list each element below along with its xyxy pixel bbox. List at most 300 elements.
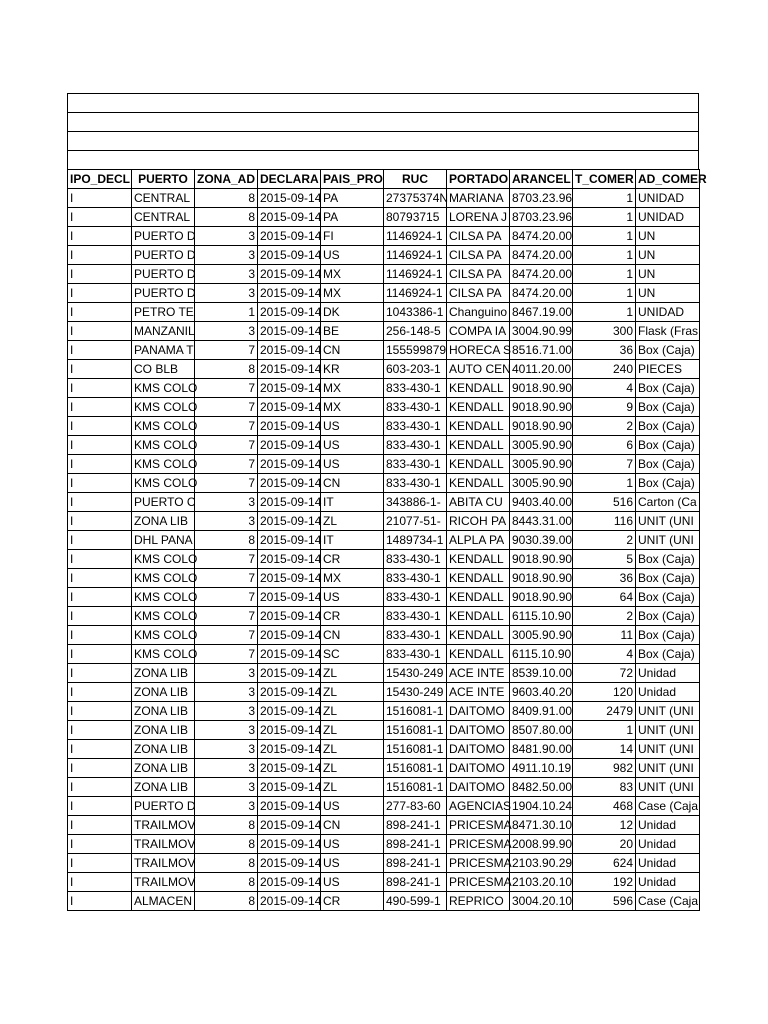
table-cell[interactable]: I [68, 493, 132, 512]
table-cell[interactable]: 4011.20.00 [510, 360, 573, 379]
table-cell[interactable]: CN [321, 626, 384, 645]
table-cell[interactable]: 2015-09-14 [258, 265, 321, 284]
table-cell[interactable]: 21077-51- [384, 512, 447, 531]
table-cell[interactable]: TRAILMOV [132, 854, 195, 873]
table-cell[interactable]: 3 [195, 797, 258, 816]
table-cell[interactable]: MANZANIL [132, 322, 195, 341]
table-cell[interactable]: 4 [573, 379, 636, 398]
table-cell[interactable]: 7 [195, 569, 258, 588]
table-cell[interactable]: 240 [573, 360, 636, 379]
table-cell[interactable]: HORECA S [447, 341, 510, 360]
column-header[interactable]: AD_COMER [636, 170, 700, 189]
table-cell[interactable]: 2015-09-14 [258, 341, 321, 360]
table-cell[interactable]: KENDALL [447, 436, 510, 455]
table-cell[interactable]: ACE INTE [447, 664, 510, 683]
table-cell[interactable]: 1 [573, 246, 636, 265]
table-cell[interactable]: ZL [321, 778, 384, 797]
table-cell[interactable]: ZL [321, 683, 384, 702]
table-cell[interactable]: 833-430-1 [384, 607, 447, 626]
table-cell[interactable]: MX [321, 265, 384, 284]
table-cell[interactable]: CILSA PA [447, 284, 510, 303]
table-cell[interactable]: 3 [195, 778, 258, 797]
table-cell[interactable]: ZL [321, 740, 384, 759]
table-cell[interactable]: 2015-09-14 [258, 531, 321, 550]
table-cell[interactable]: 833-430-1 [384, 436, 447, 455]
table-cell[interactable]: US [321, 436, 384, 455]
table-cell[interactable]: 468 [573, 797, 636, 816]
table-cell[interactable]: KENDALL [447, 550, 510, 569]
table-cell[interactable]: 2015-09-14 [258, 588, 321, 607]
table-cell[interactable]: 898-241-1 [384, 873, 447, 892]
table-cell[interactable]: 833-430-1 [384, 379, 447, 398]
table-cell[interactable]: Unidad [636, 683, 700, 702]
table-cell[interactable]: 36 [573, 569, 636, 588]
table-cell[interactable]: I [68, 227, 132, 246]
column-header[interactable]: ZONA_AD [195, 170, 258, 189]
table-cell[interactable]: DHL PANA [132, 531, 195, 550]
table-cell[interactable]: I [68, 303, 132, 322]
table-cell[interactable]: DAITOMO [447, 721, 510, 740]
table-cell[interactable]: 3005.90.90 [510, 474, 573, 493]
table-cell[interactable]: 1 [573, 265, 636, 284]
table-cell[interactable]: 2015-09-14 [258, 550, 321, 569]
table-cell[interactable]: 833-430-1 [384, 417, 447, 436]
table-cell[interactable]: Unidad [636, 664, 700, 683]
table-cell[interactable]: PIECES [636, 360, 700, 379]
table-cell[interactable]: 6115.10.90 [510, 645, 573, 664]
table-cell[interactable]: I [68, 721, 132, 740]
table-cell[interactable]: CN [321, 816, 384, 835]
table-cell[interactable]: 6115.10.90 [510, 607, 573, 626]
table-cell[interactable]: Box (Caja) [636, 550, 700, 569]
table-cell[interactable]: UN [636, 284, 700, 303]
table-cell[interactable]: 2015-09-14 [258, 797, 321, 816]
table-cell[interactable]: 8516.71.00 [510, 341, 573, 360]
table-cell[interactable]: Box (Caja) [636, 417, 700, 436]
table-cell[interactable]: I [68, 797, 132, 816]
table-cell[interactable]: I [68, 740, 132, 759]
table-cell[interactable]: 3 [195, 246, 258, 265]
table-cell[interactable]: 2015-09-14 [258, 740, 321, 759]
table-cell[interactable]: PUERTO D [132, 227, 195, 246]
table-cell[interactable]: KMS COLO [132, 550, 195, 569]
table-cell[interactable]: I [68, 284, 132, 303]
table-cell[interactable]: 8 [195, 835, 258, 854]
table-cell[interactable]: ZL [321, 721, 384, 740]
table-cell[interactable]: CR [321, 550, 384, 569]
table-cell[interactable]: Box (Caja) [636, 474, 700, 493]
table-cell[interactable]: UNIT (UNI [636, 740, 700, 759]
table-cell[interactable]: 8474.20.00 [510, 227, 573, 246]
table-cell[interactable]: 2015-09-14 [258, 303, 321, 322]
table-cell[interactable]: Unidad [636, 873, 700, 892]
table-cell[interactable]: AGENCIAS [447, 797, 510, 816]
table-cell[interactable]: PUERTO D [132, 246, 195, 265]
table-cell[interactable]: 8 [195, 531, 258, 550]
table-cell[interactable]: ZONA LIB [132, 778, 195, 797]
table-cell[interactable]: FI [321, 227, 384, 246]
table-cell[interactable]: 12 [573, 816, 636, 835]
table-cell[interactable]: 8474.20.00 [510, 246, 573, 265]
table-cell[interactable]: KMS COLO [132, 455, 195, 474]
table-cell[interactable]: ZONA LIB [132, 664, 195, 683]
table-cell[interactable]: I [68, 189, 132, 208]
table-cell[interactable]: I [68, 626, 132, 645]
table-cell[interactable]: 833-430-1 [384, 645, 447, 664]
table-cell[interactable]: 1516081-1 [384, 778, 447, 797]
table-cell[interactable]: I [68, 645, 132, 664]
table-cell[interactable]: KENDALL [447, 455, 510, 474]
table-cell[interactable]: LORENA J [447, 208, 510, 227]
table-cell[interactable]: ZONA LIB [132, 759, 195, 778]
table-cell[interactable]: 3 [195, 227, 258, 246]
table-cell[interactable]: I [68, 854, 132, 873]
table-cell[interactable]: KENDALL [447, 569, 510, 588]
table-cell[interactable]: MX [321, 569, 384, 588]
column-header[interactable]: T_COMER [573, 170, 636, 189]
table-cell[interactable]: 1 [195, 303, 258, 322]
table-cell[interactable]: 1489734-1 [384, 531, 447, 550]
table-cell[interactable]: I [68, 607, 132, 626]
table-cell[interactable]: 833-430-1 [384, 569, 447, 588]
table-cell[interactable]: 2015-09-14 [258, 664, 321, 683]
table-cell[interactable]: KMS COLO [132, 379, 195, 398]
table-cell[interactable]: PUERTO D [132, 284, 195, 303]
table-cell[interactable]: 4 [573, 645, 636, 664]
table-cell[interactable]: 2015-09-14 [258, 721, 321, 740]
table-cell[interactable]: IT [321, 493, 384, 512]
table-cell[interactable]: I [68, 265, 132, 284]
table-cell[interactable]: 6 [573, 436, 636, 455]
table-cell[interactable]: 7 [195, 379, 258, 398]
table-cell[interactable]: 3 [195, 721, 258, 740]
table-cell[interactable]: Box (Caja) [636, 588, 700, 607]
table-cell[interactable]: Box (Caja) [636, 455, 700, 474]
table-cell[interactable]: ZONA LIB [132, 683, 195, 702]
table-cell[interactable]: 8703.23.96 [510, 208, 573, 227]
table-cell[interactable]: 2015-09-14 [258, 873, 321, 892]
table-cell[interactable]: 8 [195, 873, 258, 892]
table-cell[interactable]: 2015-09-14 [258, 398, 321, 417]
table-cell[interactable]: 8443.31.00 [510, 512, 573, 531]
table-cell[interactable]: ZL [321, 512, 384, 531]
table-cell[interactable]: 7 [195, 455, 258, 474]
table-cell[interactable]: KMS COLO [132, 607, 195, 626]
table-cell[interactable]: KMS COLO [132, 398, 195, 417]
table-cell[interactable]: KENDALL [447, 626, 510, 645]
table-cell[interactable]: 8 [195, 360, 258, 379]
table-cell[interactable]: Box (Caja) [636, 436, 700, 455]
table-cell[interactable]: 9018.90.90 [510, 569, 573, 588]
table-cell[interactable]: US [321, 417, 384, 436]
table-cell[interactable]: 2 [573, 417, 636, 436]
table-cell[interactable]: 2015-09-14 [258, 455, 321, 474]
table-cell[interactable]: 1146924-1 [384, 227, 447, 246]
table-cell[interactable]: 7 [195, 626, 258, 645]
table-cell[interactable]: US [321, 873, 384, 892]
table-cell[interactable]: CO BLB [132, 360, 195, 379]
table-cell[interactable]: US [321, 854, 384, 873]
table-cell[interactable]: UN [636, 227, 700, 246]
table-cell[interactable]: 1516081-1 [384, 759, 447, 778]
table-cell[interactable]: Case (Caja [636, 797, 700, 816]
table-cell[interactable]: 898-241-1 [384, 835, 447, 854]
table-cell[interactable]: KENDALL [447, 474, 510, 493]
table-cell[interactable]: KR [321, 360, 384, 379]
table-cell[interactable]: Box (Caja) [636, 569, 700, 588]
table-cell[interactable]: Unidad [636, 835, 700, 854]
table-cell[interactable]: 7 [195, 474, 258, 493]
table-cell[interactable]: 8 [195, 816, 258, 835]
table-cell[interactable]: 9603.40.20 [510, 683, 573, 702]
table-cell[interactable]: 1 [573, 284, 636, 303]
table-cell[interactable]: CR [321, 892, 384, 911]
table-cell[interactable]: I [68, 569, 132, 588]
table-cell[interactable]: KMS COLO [132, 417, 195, 436]
table-cell[interactable]: 1904.10.24 [510, 797, 573, 816]
table-cell[interactable]: I [68, 512, 132, 531]
table-cell[interactable]: 3005.90.90 [510, 626, 573, 645]
table-cell[interactable]: 20 [573, 835, 636, 854]
table-cell[interactable]: 1 [573, 721, 636, 740]
table-cell[interactable]: 3 [195, 683, 258, 702]
table-cell[interactable]: Box (Caja) [636, 607, 700, 626]
table-cell[interactable]: UNIT (UNI [636, 778, 700, 797]
table-cell[interactable]: 7 [195, 398, 258, 417]
table-cell[interactable]: 1146924-1 [384, 246, 447, 265]
table-cell[interactable]: 2015-09-14 [258, 227, 321, 246]
table-cell[interactable]: 9 [573, 398, 636, 417]
table-cell[interactable]: KENDALL [447, 417, 510, 436]
table-cell[interactable]: UNIDAD [636, 303, 700, 322]
table-cell[interactable]: 1146924-1 [384, 284, 447, 303]
table-cell[interactable]: I [68, 341, 132, 360]
table-cell[interactable]: I [68, 398, 132, 417]
table-cell[interactable]: 3005.90.90 [510, 455, 573, 474]
table-cell[interactable]: I [68, 436, 132, 455]
table-cell[interactable]: Box (Caja) [636, 645, 700, 664]
table-cell[interactable]: 5 [573, 550, 636, 569]
table-cell[interactable]: 624 [573, 854, 636, 873]
table-cell[interactable]: 8 [195, 892, 258, 911]
table-cell[interactable]: ZONA LIB [132, 740, 195, 759]
table-cell[interactable]: COMPA IA [447, 322, 510, 341]
table-cell[interactable]: PUERTO D [132, 797, 195, 816]
table-cell[interactable]: 490-599-1 [384, 892, 447, 911]
table-cell[interactable]: 9030.39.00 [510, 531, 573, 550]
table-cell[interactable]: 7 [195, 550, 258, 569]
table-cell[interactable]: 256-148-5 [384, 322, 447, 341]
table-cell[interactable]: 9018.90.90 [510, 398, 573, 417]
table-cell[interactable]: Carton (Ca [636, 493, 700, 512]
table-cell[interactable]: I [68, 208, 132, 227]
column-header[interactable]: PAIS_PRO [321, 170, 384, 189]
table-cell[interactable]: 8539.10.00 [510, 664, 573, 683]
table-cell[interactable]: 833-430-1 [384, 626, 447, 645]
table-cell[interactable]: UNIDAD [636, 189, 700, 208]
table-cell[interactable]: 14 [573, 740, 636, 759]
table-cell[interactable]: US [321, 455, 384, 474]
column-header[interactable]: DECLARA [258, 170, 321, 189]
table-cell[interactable]: 7 [573, 455, 636, 474]
table-cell[interactable]: CN [321, 341, 384, 360]
table-cell[interactable]: KMS COLO [132, 626, 195, 645]
table-cell[interactable]: ACE INTE [447, 683, 510, 702]
table-cell[interactable]: 3 [195, 759, 258, 778]
table-cell[interactable]: 2 [573, 607, 636, 626]
table-cell[interactable]: TRAILMOV [132, 873, 195, 892]
table-cell[interactable]: 192 [573, 873, 636, 892]
table-cell[interactable]: KENDALL [447, 398, 510, 417]
table-cell[interactable]: CILSA PA [447, 227, 510, 246]
table-cell[interactable]: US [321, 246, 384, 265]
table-cell[interactable]: KMS COLO [132, 474, 195, 493]
table-cell[interactable]: 833-430-1 [384, 588, 447, 607]
table-cell[interactable]: UNIT (UNI [636, 702, 700, 721]
table-cell[interactable]: KENDALL [447, 379, 510, 398]
table-cell[interactable]: 2015-09-14 [258, 854, 321, 873]
table-cell[interactable]: 2479 [573, 702, 636, 721]
table-cell[interactable]: TRAILMOV [132, 835, 195, 854]
table-cell[interactable]: 2015-09-14 [258, 417, 321, 436]
table-cell[interactable]: 2015-09-14 [258, 284, 321, 303]
table-cell[interactable]: 300 [573, 322, 636, 341]
table-cell[interactable]: 64 [573, 588, 636, 607]
table-cell[interactable]: ZL [321, 702, 384, 721]
table-cell[interactable]: I [68, 322, 132, 341]
table-cell[interactable]: 277-83-60 [384, 797, 447, 816]
table-cell[interactable]: I [68, 455, 132, 474]
table-cell[interactable]: I [68, 683, 132, 702]
table-cell[interactable]: 1043386-1 [384, 303, 447, 322]
table-cell[interactable]: 2015-09-14 [258, 702, 321, 721]
table-cell[interactable]: I [68, 417, 132, 436]
table-cell[interactable]: KMS COLO [132, 436, 195, 455]
table-cell[interactable]: CENTRAL [132, 189, 195, 208]
table-cell[interactable]: KMS COLO [132, 645, 195, 664]
table-cell[interactable]: Changuino [447, 303, 510, 322]
table-cell[interactable]: I [68, 588, 132, 607]
table-cell[interactable]: 2015-09-14 [258, 360, 321, 379]
table-cell[interactable]: KMS COLO [132, 569, 195, 588]
table-cell[interactable]: 27375374N [384, 189, 447, 208]
table-cell[interactable]: 3005.90.90 [510, 436, 573, 455]
table-cell[interactable]: 120 [573, 683, 636, 702]
table-cell[interactable]: 3004.90.99 [510, 322, 573, 341]
table-cell[interactable]: 2015-09-14 [258, 835, 321, 854]
table-cell[interactable]: 8409.91.00 [510, 702, 573, 721]
table-cell[interactable]: PUERTO C [132, 493, 195, 512]
table-cell[interactable]: 2008.99.90 [510, 835, 573, 854]
table-cell[interactable]: 343886-1- [384, 493, 447, 512]
table-cell[interactable]: 8471.30.10 [510, 816, 573, 835]
table-cell[interactable]: 898-241-1 [384, 816, 447, 835]
table-cell[interactable]: PRICESMA [447, 835, 510, 854]
table-cell[interactable]: UNIT (UNI [636, 531, 700, 550]
table-cell[interactable]: 7 [195, 417, 258, 436]
column-header[interactable]: RUC [384, 170, 447, 189]
table-cell[interactable]: 1 [573, 303, 636, 322]
table-cell[interactable]: 2015-09-14 [258, 759, 321, 778]
table-cell[interactable]: I [68, 873, 132, 892]
table-cell[interactable]: 3 [195, 493, 258, 512]
table-cell[interactable]: 2015-09-14 [258, 436, 321, 455]
table-cell[interactable]: PA [321, 189, 384, 208]
table-cell[interactable]: UN [636, 246, 700, 265]
table-cell[interactable]: PUERTO D [132, 265, 195, 284]
table-cell[interactable]: Flask (Fras [636, 322, 700, 341]
table-cell[interactable]: 7 [195, 645, 258, 664]
table-cell[interactable]: 3004.20.10 [510, 892, 573, 911]
table-cell[interactable]: ZONA LIB [132, 721, 195, 740]
table-cell[interactable]: 603-203-1 [384, 360, 447, 379]
table-cell[interactable]: CILSA PA [447, 246, 510, 265]
table-cell[interactable]: AUTO CEN [447, 360, 510, 379]
table-cell[interactable]: 83 [573, 778, 636, 797]
table-cell[interactable]: 2103.20.10 [510, 873, 573, 892]
table-cell[interactable]: 898-241-1 [384, 854, 447, 873]
table-cell[interactable]: I [68, 664, 132, 683]
table-cell[interactable]: 72 [573, 664, 636, 683]
table-cell[interactable]: PRICESMA [447, 873, 510, 892]
table-cell[interactable]: 1146924-1 [384, 265, 447, 284]
table-cell[interactable]: 3 [195, 512, 258, 531]
table-cell[interactable]: I [68, 835, 132, 854]
table-cell[interactable]: 8 [195, 189, 258, 208]
table-cell[interactable]: 15430-249 [384, 664, 447, 683]
table-cell[interactable]: MX [321, 284, 384, 303]
table-cell[interactable]: 2015-09-14 [258, 607, 321, 626]
table-cell[interactable]: 2 [573, 531, 636, 550]
table-cell[interactable]: US [321, 835, 384, 854]
table-cell[interactable]: 155599879 [384, 341, 447, 360]
table-cell[interactable]: KMS COLO [132, 588, 195, 607]
table-cell[interactable]: DAITOMO [447, 759, 510, 778]
table-cell[interactable]: MX [321, 379, 384, 398]
table-cell[interactable]: SC [321, 645, 384, 664]
table-cell[interactable]: I [68, 702, 132, 721]
table-cell[interactable]: PETRO TE [132, 303, 195, 322]
table-cell[interactable]: 8482.50.00 [510, 778, 573, 797]
table-cell[interactable]: 1 [573, 189, 636, 208]
table-cell[interactable]: REPRICO [447, 892, 510, 911]
table-cell[interactable]: I [68, 379, 132, 398]
table-cell[interactable]: 2015-09-14 [258, 683, 321, 702]
table-cell[interactable]: I [68, 360, 132, 379]
table-cell[interactable]: 2015-09-14 [258, 379, 321, 398]
table-cell[interactable]: I [68, 759, 132, 778]
table-cell[interactable]: KENDALL [447, 645, 510, 664]
table-cell[interactable]: 2015-09-14 [258, 626, 321, 645]
table-cell[interactable]: 116 [573, 512, 636, 531]
table-cell[interactable]: ALPLA PA [447, 531, 510, 550]
table-cell[interactable]: 8467.19.00 [510, 303, 573, 322]
table-cell[interactable]: KENDALL [447, 588, 510, 607]
table-cell[interactable]: I [68, 816, 132, 835]
table-cell[interactable]: 833-430-1 [384, 455, 447, 474]
table-cell[interactable]: 8474.20.00 [510, 265, 573, 284]
table-cell[interactable]: 15430-249 [384, 683, 447, 702]
table-cell[interactable]: 4911.10.19 [510, 759, 573, 778]
table-cell[interactable]: 596 [573, 892, 636, 911]
table-cell[interactable]: ABITA CU [447, 493, 510, 512]
table-cell[interactable]: 2015-09-14 [258, 816, 321, 835]
table-cell[interactable]: Case (Caja [636, 892, 700, 911]
table-cell[interactable]: 3 [195, 664, 258, 683]
table-cell[interactable]: DAITOMO [447, 740, 510, 759]
table-cell[interactable]: RICOH PA [447, 512, 510, 531]
table-cell[interactable]: 1 [573, 208, 636, 227]
